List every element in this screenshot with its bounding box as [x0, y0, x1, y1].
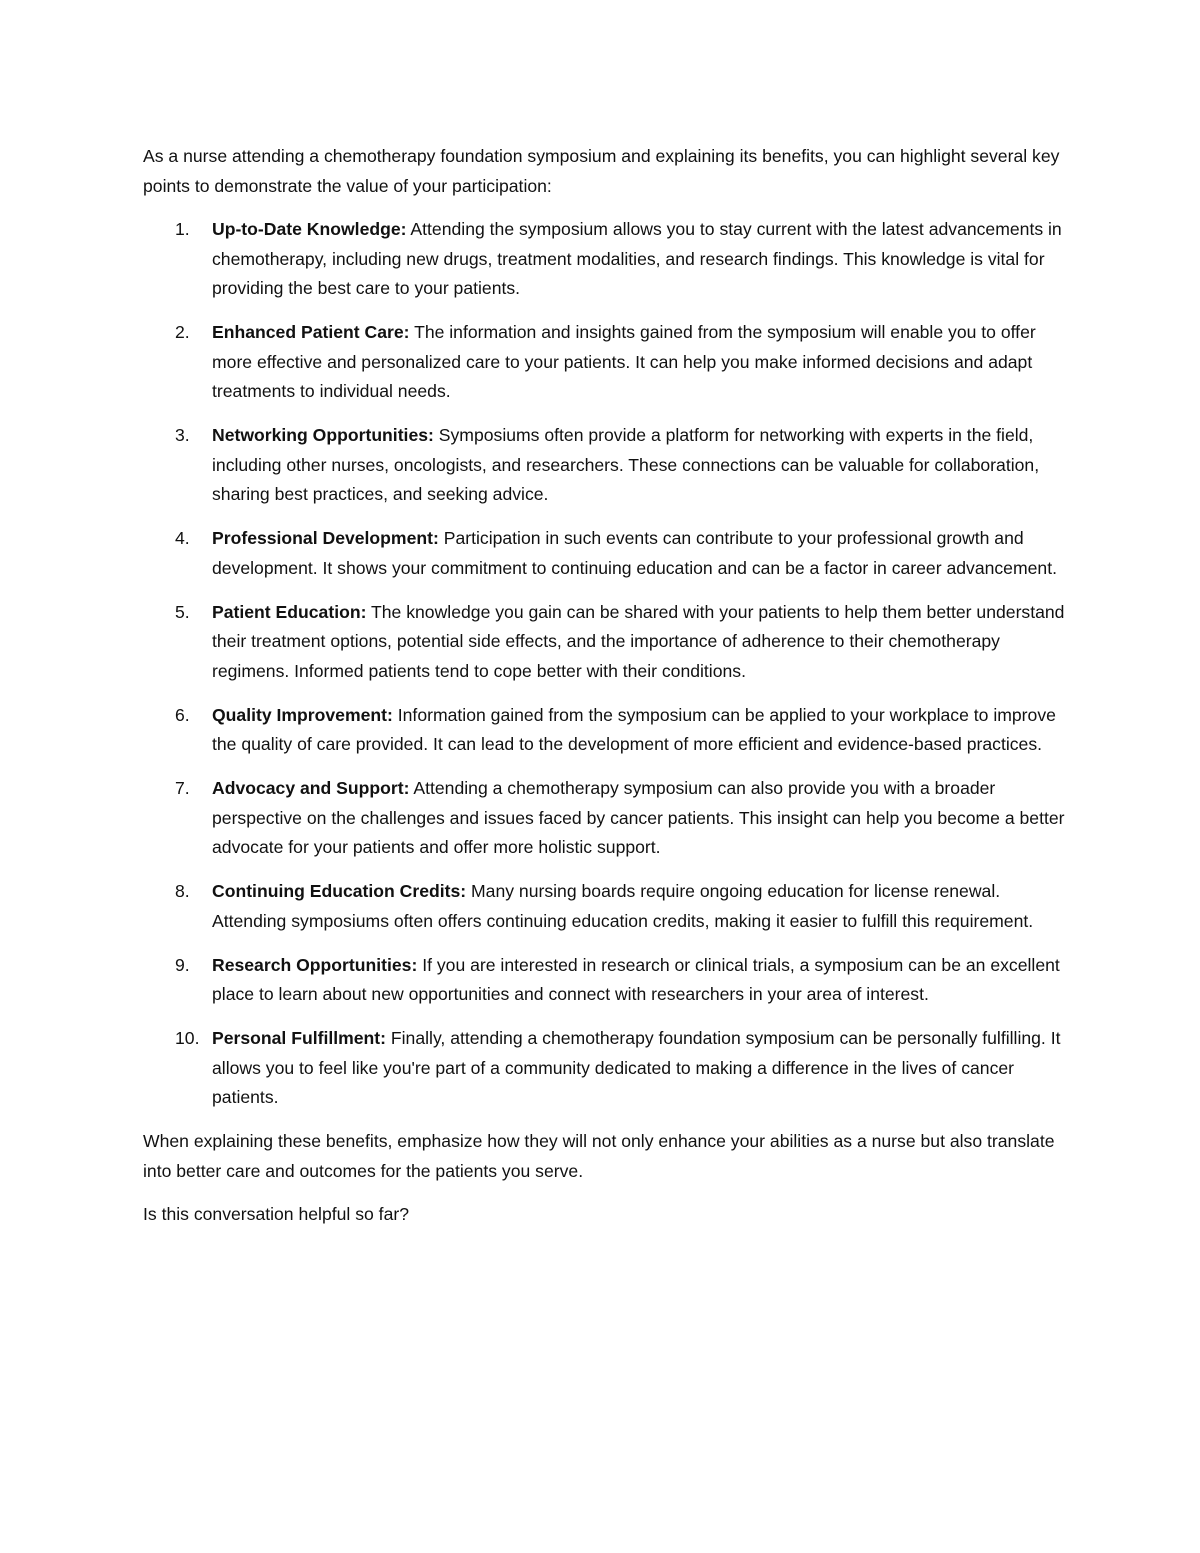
document-body [143, 142, 1073, 1244]
list-item-text: Attending a chemotherapy symposium can also provide you with a broader perspective on the challenges and issues faced by cancer patients. This insight can help you become a better advocate for your patients and offer more holistic support. [212, 778, 1065, 857]
list-item-text: Many nursing boards require ongoing education for license renewal. Attending symposiums often offers continuing education credits, making it easier to fulfill this requirement. [212, 881, 1034, 931]
list-item-term: Patient Education: [212, 601, 367, 622]
list-item-term: Advocacy and Support: [212, 778, 410, 798]
list-item [143, 598, 1073, 687]
list-item-text: Information gained from the symposium can be applied to your workplace to improve the quality of care provided. It can lead to the development of more efficient and evidence-based practices. [212, 704, 1056, 754]
list-item-number: 5. [175, 601, 190, 622]
list-item-number: 8. [175, 881, 190, 901]
list-item-number: 9. [175, 954, 190, 975]
list-item-number: 3. [175, 425, 190, 445]
list-item-term: Research Opportunities: [212, 954, 418, 975]
list-item-text: The knowledge you gain can be shared with your patients to help them better understand their treatment options, potential side effects, and the importance of adherence to their chemotherapy regimens. Informed patients tend to cope better with their conditions. [212, 601, 1065, 681]
list-item-term: Professional Development: [212, 528, 439, 548]
list-item [143, 774, 1073, 863]
intro-paragraph: As a nurse attending a chemotherapy foundation symposium and explaining its benefits, you can highlight several key points to demonstrate the value of your participation: [143, 146, 1060, 196]
list-item-text: Symposiums often provide a platform for networking with experts in the field, including other nurses, oncologists, and researchers. These connections can be valuable for collaboration, sharing best practices, and seeking advice. [212, 425, 1040, 504]
list-item [143, 421, 1073, 510]
list-item-text: If you are interested in research or clinical trials, a symposium can be an excellent place to learn about new opportunities and connect with researchers in your area of interest. [212, 954, 1060, 1004]
list-item [143, 701, 1073, 760]
list-item-number: 4. [175, 528, 190, 548]
question-paragraph: Is this conversation helpful so far? [143, 1204, 410, 1224]
closing-paragraph: When explaining these benefits, emphasize how they will not only enhance your abilities as a nurse but also translate into better care and outcomes for the patients you serve. [143, 1131, 1055, 1181]
list-item-number: 6. [175, 704, 190, 725]
list-item-number: 1. [175, 219, 190, 239]
list-item-term: Networking Opportunities: [212, 425, 434, 445]
list-item [143, 951, 1073, 1010]
list-item [143, 877, 1073, 936]
list-item [143, 524, 1073, 583]
list-item [143, 1024, 1073, 1113]
benefits-list [143, 215, 1073, 1113]
list-item-term: Personal Fulfillment: [212, 1028, 387, 1048]
list-item-text: Finally, attending a chemotherapy foundation symposium can be personally fulfilling. It allows you to feel like you're part of a community dedicated to making a difference in the lives of cancer patients. [212, 1028, 1061, 1107]
list-item-text: The information and insights gained from the symposium will enable you to offer more effective and personalized care to your patients. It can help you make informed decisions and adapt treatments to individual needs. [212, 322, 1036, 401]
list-item-number: 10. [175, 1028, 200, 1048]
list-item-number: 2. [175, 322, 190, 342]
list-item [143, 318, 1073, 407]
list-item-text: Attending the symposium allows you to stay current with the latest advancements in chemotherapy, including new drugs, treatment modalities, and research findings. This knowledge is vital for providing the best care to your patients. [212, 219, 1062, 298]
list-item-term: Up-to-Date Knowledge: [212, 219, 407, 239]
list-item-term: Enhanced Patient Care: [212, 322, 410, 342]
list-item-number: 7. [175, 778, 190, 798]
list-item-term: Continuing Education Credits: [212, 881, 467, 901]
list-item-text: Participation in such events can contribute to your professional growth and development. It shows your commitment to continuing education and can be a factor in career advancement. [212, 528, 1057, 578]
list-item-term: Quality Improvement: [212, 704, 393, 725]
list-item [143, 215, 1073, 304]
